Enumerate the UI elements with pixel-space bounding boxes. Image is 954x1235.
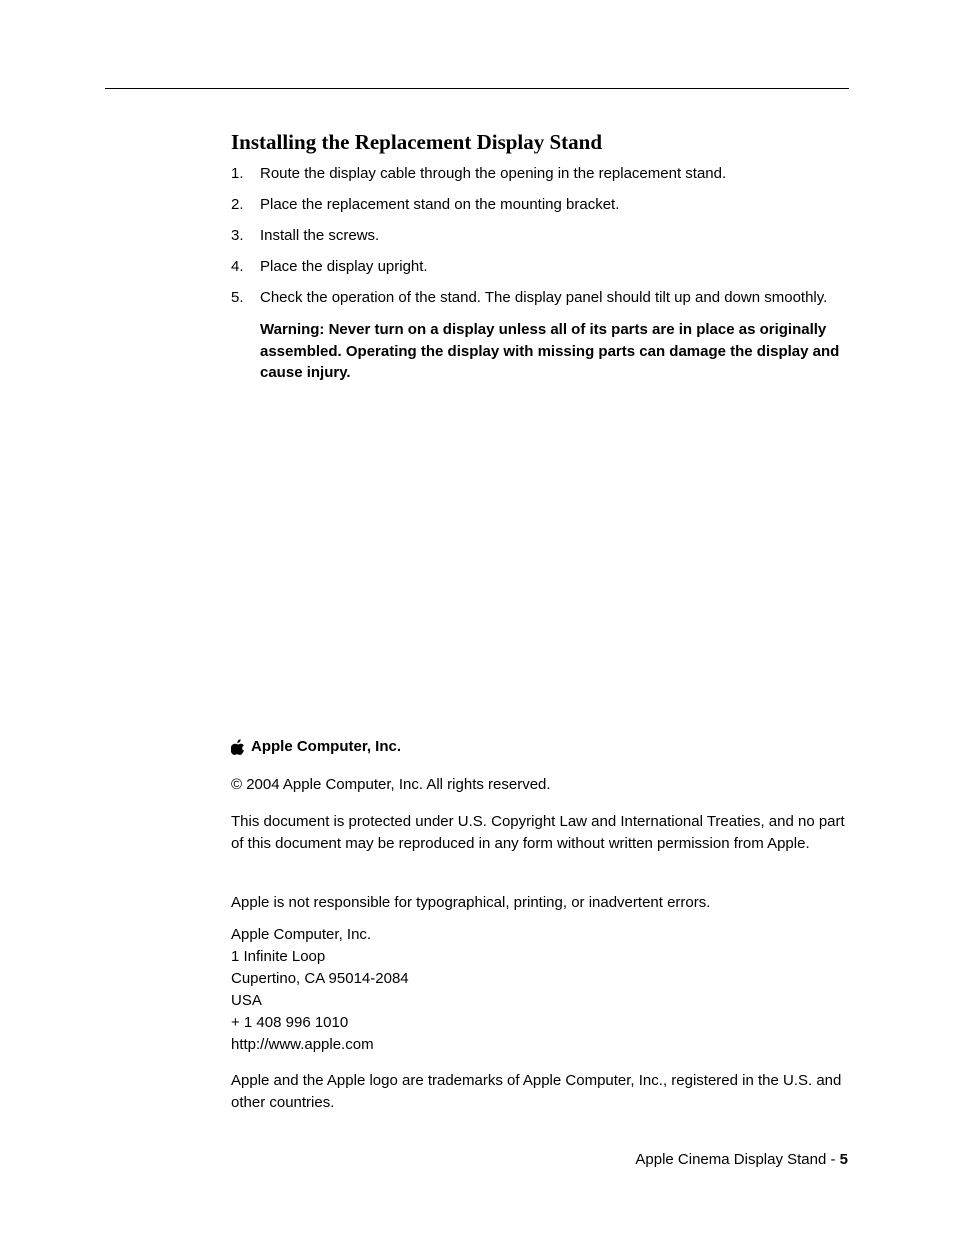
apple-logo-icon [231, 739, 245, 755]
page-footer [635, 1149, 848, 1170]
steps-list [231, 163, 861, 318]
company-line [231, 736, 401, 757]
warning-note: Warning: Never turn on a display unless all of its parts are in place as originally assembled. Operating the display with missing parts can damage the display and cause injury. [260, 321, 840, 382]
step-number: 3. [231, 227, 244, 244]
section-heading: Installing the Replacement Display Stand [231, 130, 603, 154]
address-company: Apple Computer, Inc. [231, 926, 372, 943]
step-item [231, 163, 861, 184]
step-text: Place the replacement stand on the mounting bracket. [260, 196, 620, 213]
address-country: USA [231, 991, 262, 1009]
copyright-text: © 2004 Apple Computer, Inc. All rights reserved. [231, 776, 551, 793]
trademark-notice: Apple and the Apple logo are trademarks of Apple Computer, Inc., registered in the U.S. and other countries. [231, 1072, 842, 1111]
step-number: 5. [231, 289, 244, 306]
protection-notice: This document is protected under U.S. Copyright Law and International Treaties, and no part of this document may be reproduced in any form without written permission from Apple. [231, 813, 845, 852]
step-item [231, 287, 861, 308]
step-number: 4. [231, 258, 244, 275]
page-number: 5 [839, 1151, 848, 1168]
step-text: Check the operation of the stand. The display panel should tilt up and down smoothly. [260, 289, 828, 306]
responsibility-notice: Apple is not responsible for typographical, printing, or inadvertent errors. [231, 894, 711, 911]
address-city: Cupertino, CA 95014-2084 [231, 969, 409, 987]
top-rule [105, 88, 849, 89]
address-block [231, 924, 409, 1055]
step-text: Install the screws. [260, 227, 380, 244]
step-item [231, 256, 861, 277]
step-item [231, 225, 861, 246]
step-text: Place the display upright. [260, 258, 428, 275]
address-phone: + 1 408 996 1010 [231, 1013, 349, 1031]
company-name: Apple Computer, Inc. [251, 738, 402, 755]
step-item [231, 194, 861, 215]
address-street: 1 Infinite Loop [231, 947, 326, 965]
step-text: Route the display cable through the opening in the replacement stand. [260, 165, 727, 182]
step-number: 1. [231, 165, 244, 182]
address-url: http://www.apple.com [231, 1035, 374, 1053]
step-number: 2. [231, 196, 244, 213]
footer-doc-title: Apple Cinema Display Stand - [635, 1151, 840, 1168]
